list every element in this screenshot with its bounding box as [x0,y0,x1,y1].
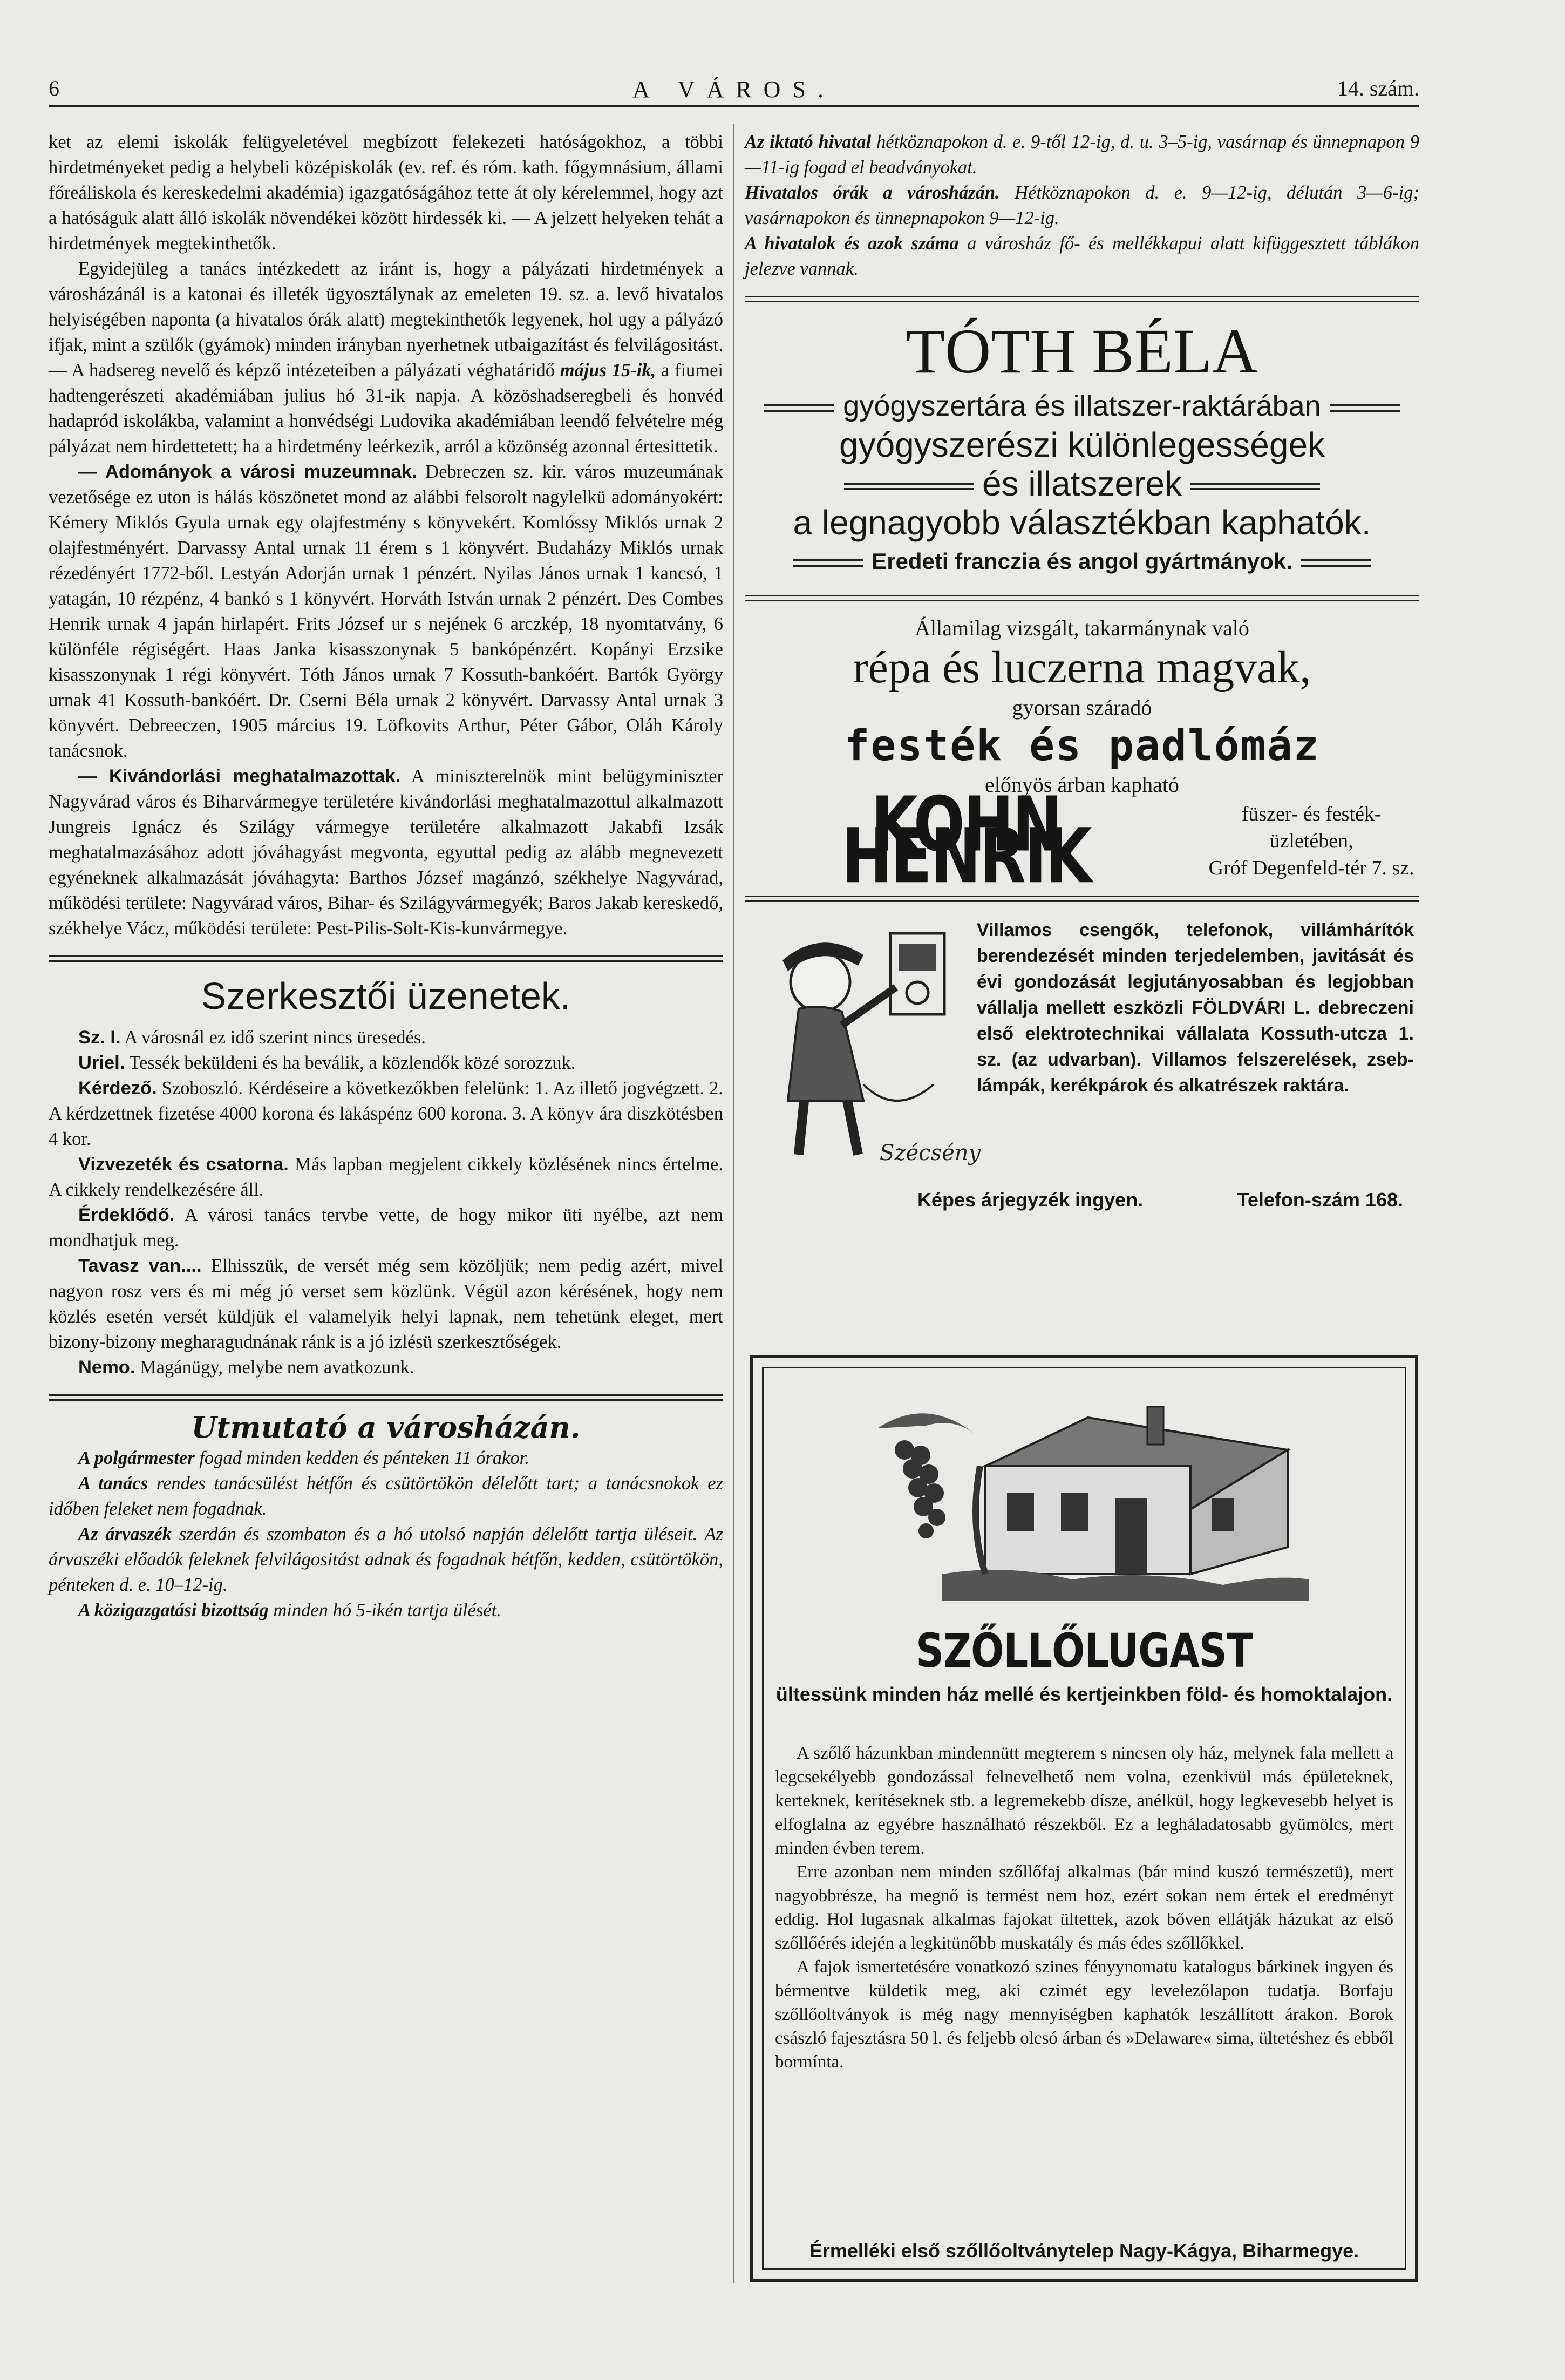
guide-office: A tanács [78,1473,148,1494]
ornament-rule [1301,559,1371,567]
office-hours-info [745,130,1419,282]
section-rule [745,296,1419,302]
article-continued: ket az elemi iskolák felügyeletével megbízott felekezeti hatóságokhoz, a többi hirdetményeket pedig a helybeli középiskolák (ev. ref. és róm. kath. főgymnásium, állami főreáliskola és kereskedelmi akadémia) igazgatóságához tette át oly kérelemmel, hogy azt a hatóságuk alatt álló iskolák növendékei között hirdessék ki. — A jelzett helyeken tehát a hirdetmények megtekinthetők. [49,132,723,254]
donations-article [49,459,723,764]
ornament-rule [844,483,974,490]
guide-text: fogad minden kedden és pénteken 11 órakor. [199,1448,529,1468]
info-text: Hétköznapokon d. e. 9—12-ig, délután 3—6-ig; vasárnapokon és ünnepnapokon 9—12-ig. [745,182,1419,228]
paragraph-text: a fiumei hadtengerészeti akadémiában julius hó 31-ik napja. A közöshadseregbeli és honvéd hadapród iskolákba, valamint a honvédségi Ludovika akadémiában leendő felvételre még pályázat nem hirdettetett; ha a hirdetmény leérkezik, arról a közönség azonnal értesittetik. [49,360,724,457]
guide-item [49,1598,723,1623]
message-item [49,1253,723,1355]
guide-office: A közigazgatási bizottság [78,1600,269,1620]
ad-line: előnyös árban kapható [985,772,1179,797]
ornament-rule [764,404,834,412]
message-item [49,1076,723,1152]
message-item [49,1355,723,1380]
message-recipient: Sz. I. [78,1027,121,1048]
ad-title: SZŐLLŐLUGAST [916,1623,1253,1678]
page-header [49,76,1419,108]
message-text: A városi tanács tervbe vette, de hogy mikor üti nyélbe, azt nem mondhatjuk meg. [49,1205,723,1251]
guide-item [49,1522,723,1598]
editorial-messages-title: Szerkesztői üzenetek. [201,975,571,1017]
ad-headline: répa és luczerna magvak, [853,642,1311,693]
article-paragraph [49,256,723,459]
ad-line [745,542,1419,581]
message-recipient: Kérdező. [78,1078,157,1099]
info-title: Az iktató hivatal [745,132,872,152]
ad-text: Eredeti franczia és angol gyártmányok. [872,548,1292,574]
donations-text: Debreczen sz. kir. város muzeumának vezetősége ez uton is hálás köszönetet mond az alábbi felsorolt nagylelkü adományokért: Kémery Miklós Gyula urnak egy olajfestmény s könyvekért. Komlóssy Miklós urnak 2 olajfestményért. Darvassy Antal urnak 11 érem s 1 könyvért. Budaházy Miklós urnak rézedényért 1772-ből. Lestyán Adorján urnak 1 pénzért. Nyilas János urnak 1 kancsó, 1 yatagán, 10 rézpénz, 4 bankó s 1 könyvért. Horváth István urnak 2 pénzért. Des Combes Henrik urnak 4 japán hirlapért. Frits József ur s nejének 6 arczkép, 18 nyomtatvány, 6 különféle régiségért. Haas Janka kisasszonynak 5 bankópénzért. Kopányi Erzsike kisasszonynak 1 régi könyvért. Tóth János urnak 7 Kossuth-bankóért. Bartók György urnak 41 Kossuth-bankóért. Dr. Cserni Béla urnak 2 könyvért. Darvassy Antal urnak 3 könyvért. Debreeczen, 1905 március 19. Löfkovits Arthur, Péter Gábor, Oláh Károly tanácsnok. [49,462,723,761]
toth-bela-advertisement [745,316,1419,581]
info-title: Hivatalos órák a városházán. [745,182,1000,203]
ad-text: gyógyszertára és illatszer-raktárában [843,390,1321,422]
emigration-article [49,764,723,941]
advertiser-name: TÓTH BÉLA [906,316,1258,387]
message-recipient: Érdeklődő. [78,1205,175,1225]
donations-title: — Adományok a városi muzeumnak. [78,462,417,482]
phone-number: Telefon-szám 168. [1237,1189,1403,1211]
city-hall-guide-title: Utmutató a városházán. [191,1410,581,1445]
message-text: A városnál ez idő szerint nincs üresedés. [124,1027,426,1048]
message-item [49,1203,723,1253]
info-text: hétköznapokon d. e. 9-től 12-ig, d. u. 3–5-ig, vasárnap és ünnepnapon 9—11-ig fogad el beadványokat. [745,132,1419,178]
message-recipient: Vizvezeték és csatorna. [78,1154,289,1175]
guide-text: minden hó 5-ikén tartja ülését. [273,1600,501,1620]
ad-text: és illatszerek [982,464,1182,503]
message-text: Más lapban megjelent cikkely közlésének nincs értelme. A cikkely rendelkezésére áll. [49,1154,724,1200]
ad-line: Államilag vizsgált, takarmánynak való [915,616,1249,640]
ad-line [745,387,1419,425]
guide-office: A polgármester [78,1448,195,1468]
guide-text: rendes tanácsülést hétfőn és csütörtökön délelőtt tart; a tanácsnokok ez időben feleket nem fogadnak. [49,1473,724,1519]
ornament-rule [1190,483,1320,490]
ad-line: gyorsan száradó [1012,695,1152,720]
ad-subtitle: ültessünk minden ház mellé és kertjeinkben föld- és homoktalajon. [775,1683,1393,1705]
guide-office: Az árvaszék [78,1524,172,1544]
electrician-illustration [756,923,981,1171]
ad-footer [745,1187,1419,1212]
paragraph-text: Egyidejüleg a tanács intézkedett az iránt is, hogy a pályázati hirdetmények a városházánál is a katonai és illeték ügyosztálynak az emeleten 19. sz. a. levő hivatalos helyiségében naponta (a hivatalos órák alatt) megtekinthetők legyenek, hol ugy a pályázó ifjak, mint a szülők (gyámok) minden irányban nyerhetnek utbaigazítást és felvilágositást. — A hadsereg nevelő és képző intézeteiben a pályázati véghatáridő [49,259,723,381]
ad-paragraph: A szőlő házunkban mindennütt megterem s nincsen oly ház, melynek fala mellett a legcsekélyebb gondozással felnevelhető nem volna, ezenkivül más épületeknek, kerteknek, kerítéseknek stb. a legremekebb dísze, anélkül, hogy legkevesebb helyet is elfoglalna az egyébre használható részekből. Ez a legháladatosabb gyümölcs, mert minden évben terem. [775,1744,1393,1858]
guide-item [49,1471,723,1522]
foldvari-advertisement [745,917,1419,1219]
address-line: füszer- és festék-üzletében, [1241,803,1382,852]
editorial-messages [49,1025,723,1380]
message-recipient: Uriel. [78,1053,125,1073]
ad-paragraph: A fajok ismertetésére vonatkozó szines fényynomatu katalogus bárkinek ingyen és bérmentve küldetik meg, aki czimét egy levelezőlapon tudatja. Borfaju szőllőoltványok is még nagy mennyiségben kaphatók leszállított árakon. Borok császló fajesztásra 50 l. és feljebb olcsó árban és »Delaware« sima, ültetéshez és ebből bormínta. [775,1957,1393,2072]
ad-headline: festék és padlómáz [844,722,1320,770]
address-line: Gróf Degenfeld-tér 7. sz. [1208,857,1414,879]
info-title: A hivatalok és azok száma [745,233,959,254]
message-text: Magánügy, melybe nem avatkozunk. [140,1357,414,1378]
guide-item [49,1446,723,1471]
ad-body [775,1741,1393,2074]
message-recipient: Tavasz van.... [78,1256,202,1276]
column-separator [733,124,734,2283]
ad-paragraph: Erre azonban nem minden szőllőfaj alkalmas (bár mind kuszó természetü), mert nagyobbrésze, ha megnő is termést nem hoz, ezért sokan nem értek el eredményt eddig. Hol lugasnak alkalmas fajokat ültettek, azok bőven ellátják házukat az első szőllőérés idején a legkitünőbb muskatály és más édes szőllőkkel. [775,1862,1393,1953]
advertiser-name: KOHN HENRIK [841,781,1091,900]
message-text: Szoboszló. Kérdéseire a következőkben felelünk: 1. Az illető jogvégzett. 2. A kérdzettnek fizetése 4000 korona és lakáspénz 600 korona. 3. A könyv ára diszkötésben 4 kor. [49,1078,723,1149]
message-text: Tessék beküldeni és ha beválik, a közlendők közé sorozzuk. [129,1053,576,1073]
section-rule [49,955,723,962]
guide-text: szerdán és szombaton és a hó utolsó napján délelőtt tartja üléseit. Az árvaszéki előadók feleknek felvilágositást adnak és fogadnak hétfőn, kedden, csütörtökön, pénteken d. e. 10–12-ig. [49,1524,724,1595]
message-item [49,1152,723,1203]
header-rule [49,105,1419,107]
ad-text: Villamos csengők, telefonok, villámhárítók berendezését minden terjedelemben, javitását és évi gondozását legjutányosabban és legjobban vállalja mellett eszközli FÖLDVÁRI L. debreczeni első elektrotechnikai vállalata Kossuth-utcza 1. sz. (az udvarban). Villamos felszerelések, zseb-lámpák, kerékpárok és alkatrészek raktára. [977,920,1414,1096]
ad-line [745,464,1419,503]
advertiser-address [1203,801,1419,882]
ornament-rule [1330,404,1400,412]
deadline-date: május 15-ik, [560,360,656,381]
masthead-title: A VÁROS. [632,76,835,103]
szollolugast-advertisement [750,1355,1418,2282]
ad-line: gyógyszerészi különlegességek [839,425,1325,464]
emigration-text: A miniszterelnök mint belügyminiszter Nagyvárad város és Biharvármegye területére kivándorlási meghatalmazottul alkalmazott Jungreis Ignácz és Szilágy vármegye területére alkalmazott Jakabfi Izsák meghatalmazásához adott jóváhagyást megvonta, egyuttal pedig az alább megnevezett egyéneknek alkalmazását jóváhagyta: Barthos József magánzó, székhelye Nagyvárad, működési területe: Nagyvárad város, Bihar- és Szilágyvármegyék; Baros Jakab kereskedő, székhelye Vácz, működési területe: Pest-Pilis-Solt-Kis-kunvármegye. [49,766,723,939]
info-item [745,130,1419,180]
message-text: Elhisszük, de versét még sem közöljük; nem pedig azért, mivel nagyon rosz vers és mi még jó verset sem közlünk. Végül azon kérésének, hogy nem közlés esetén versét küldjük el valamelyik helyi lapnak, nem tehetünk eleget, mert bizony-bizony megharagudnának ránk is a jó izlésü szerkesztőségek. [49,1256,724,1352]
ornament-rule [793,559,863,567]
page-number: 6 [49,76,59,100]
section-rule [49,1394,723,1401]
message-item [49,1050,723,1076]
right-column [745,130,1419,1219]
info-item [745,231,1419,282]
ad-signature: Érmelléki első szőllőoltványtelep Nagy-Kágya, Biharmegye. [809,2240,1359,2262]
info-item [745,180,1419,231]
illustration-signature: Szécsény [880,1141,981,1165]
kohn-henrik-advertisement [745,615,1419,900]
emigration-title: — Kivándorlási meghatalmazottak. [78,766,401,786]
vine-cottage-illustration [845,1385,1309,1601]
issue-number: 14. szám. [1337,76,1419,100]
section-rule [745,595,1419,601]
info-text: a városház fő- és mellékkapui alatt kifüggesztett táblákon jelezve vannak. [745,233,1420,279]
message-item [49,1025,723,1050]
catalog-note: Képes árjegyzék ingyen. [917,1189,1144,1211]
message-recipient: Nemo. [78,1357,135,1378]
ad-line: a legnagyobb választékban kaphatók. [793,503,1371,542]
left-column [49,130,723,1623]
city-hall-guide [49,1446,723,1623]
